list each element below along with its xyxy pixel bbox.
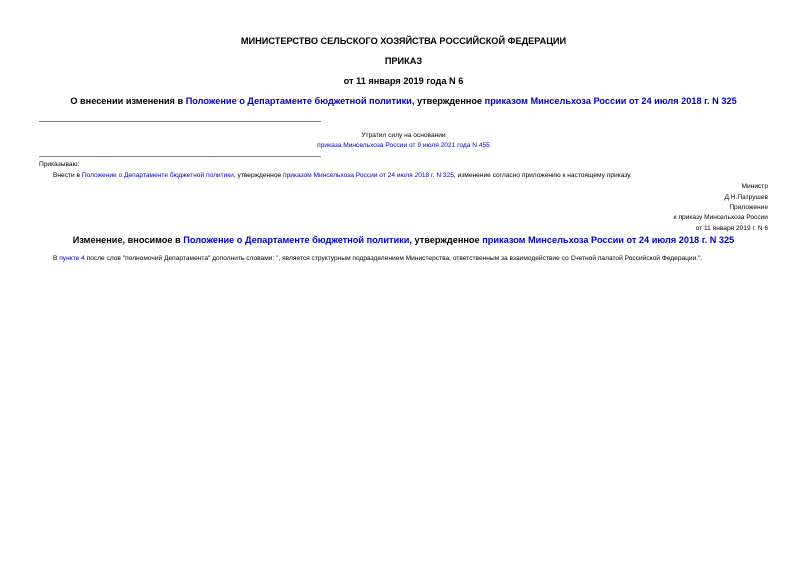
- signatory-position: Министр: [741, 183, 768, 190]
- appendix-reference: к приказу Минсельхоза России: [673, 214, 768, 221]
- ministry-name: МИНИСТЕРСТВО СЕЛЬСКОГО ХОЗЯЙСТВА РОССИЙСКОЙ ФЕДЕРАЦИИ: [240, 36, 567, 46]
- document-subject: [0, 96, 807, 106]
- paragraph-order-link[interactable]: приказом Минсельхоза России от 24 июля 2018 г. N 325: [283, 172, 454, 179]
- appendix-title-middle: , утвержденное: [409, 235, 483, 245]
- document-type: ПРИКАЗ: [384, 56, 423, 66]
- status-note-text: Утратил силу на основании: [361, 132, 446, 139]
- repeal-order-link[interactable]: приказа Минсельхоза России от 9 июля 2021 года N 455: [317, 142, 490, 149]
- appendix-text-prefix: В: [53, 255, 60, 262]
- document-date: от 11 января 2019 года N 6: [343, 76, 464, 86]
- subject-regulation-link[interactable]: Положение о Департаменте бюджетной политики: [185, 96, 412, 106]
- subject-prefix: О внесении изменения в: [70, 96, 186, 106]
- appendix-label: Приложение: [729, 204, 768, 211]
- order-paragraph: [53, 172, 632, 179]
- appendix-date: от 11 января 2019 г. N 6: [695, 225, 768, 232]
- paragraph-regulation-link[interactable]: Положение о Департаменте бюджетной политики: [81, 172, 234, 179]
- paragraph-suffix: , изменение согласно приложению к настоящему приказу.: [453, 172, 632, 179]
- status-divider: [39, 156, 321, 157]
- paragraph-middle: , утвержденное: [233, 172, 283, 179]
- appendix-title-order-link[interactable]: приказом Минсельхоза России от 24 июля 2018 г. N 325: [482, 235, 735, 245]
- signatory-name: Д.Н.Патрушев: [724, 194, 768, 201]
- header-divider: [39, 121, 321, 122]
- subject-order-link[interactable]: приказом Минсельхоза России от 24 июля 2018 г. N 325: [484, 96, 737, 106]
- appendix-title: [0, 235, 807, 245]
- order-word: Приказываю:: [39, 161, 80, 168]
- appendix-text: [53, 255, 702, 262]
- appendix-title-regulation-link[interactable]: Положение о Департаменте бюджетной политики: [183, 235, 410, 245]
- appendix-text-suffix: после слов "полномочий Департамента" дополнить словами: ", является структурным подразделением Министерства, ответственным за взаимодействие со Счетной палатой Российской Федерации.".: [84, 255, 703, 262]
- subject-middle: , утвержденное: [411, 96, 485, 106]
- clause-4-link[interactable]: пункте 4: [59, 255, 85, 262]
- appendix-title-prefix: Изменение, вносимое в: [72, 235, 184, 245]
- paragraph-prefix: Внести в: [53, 172, 82, 179]
